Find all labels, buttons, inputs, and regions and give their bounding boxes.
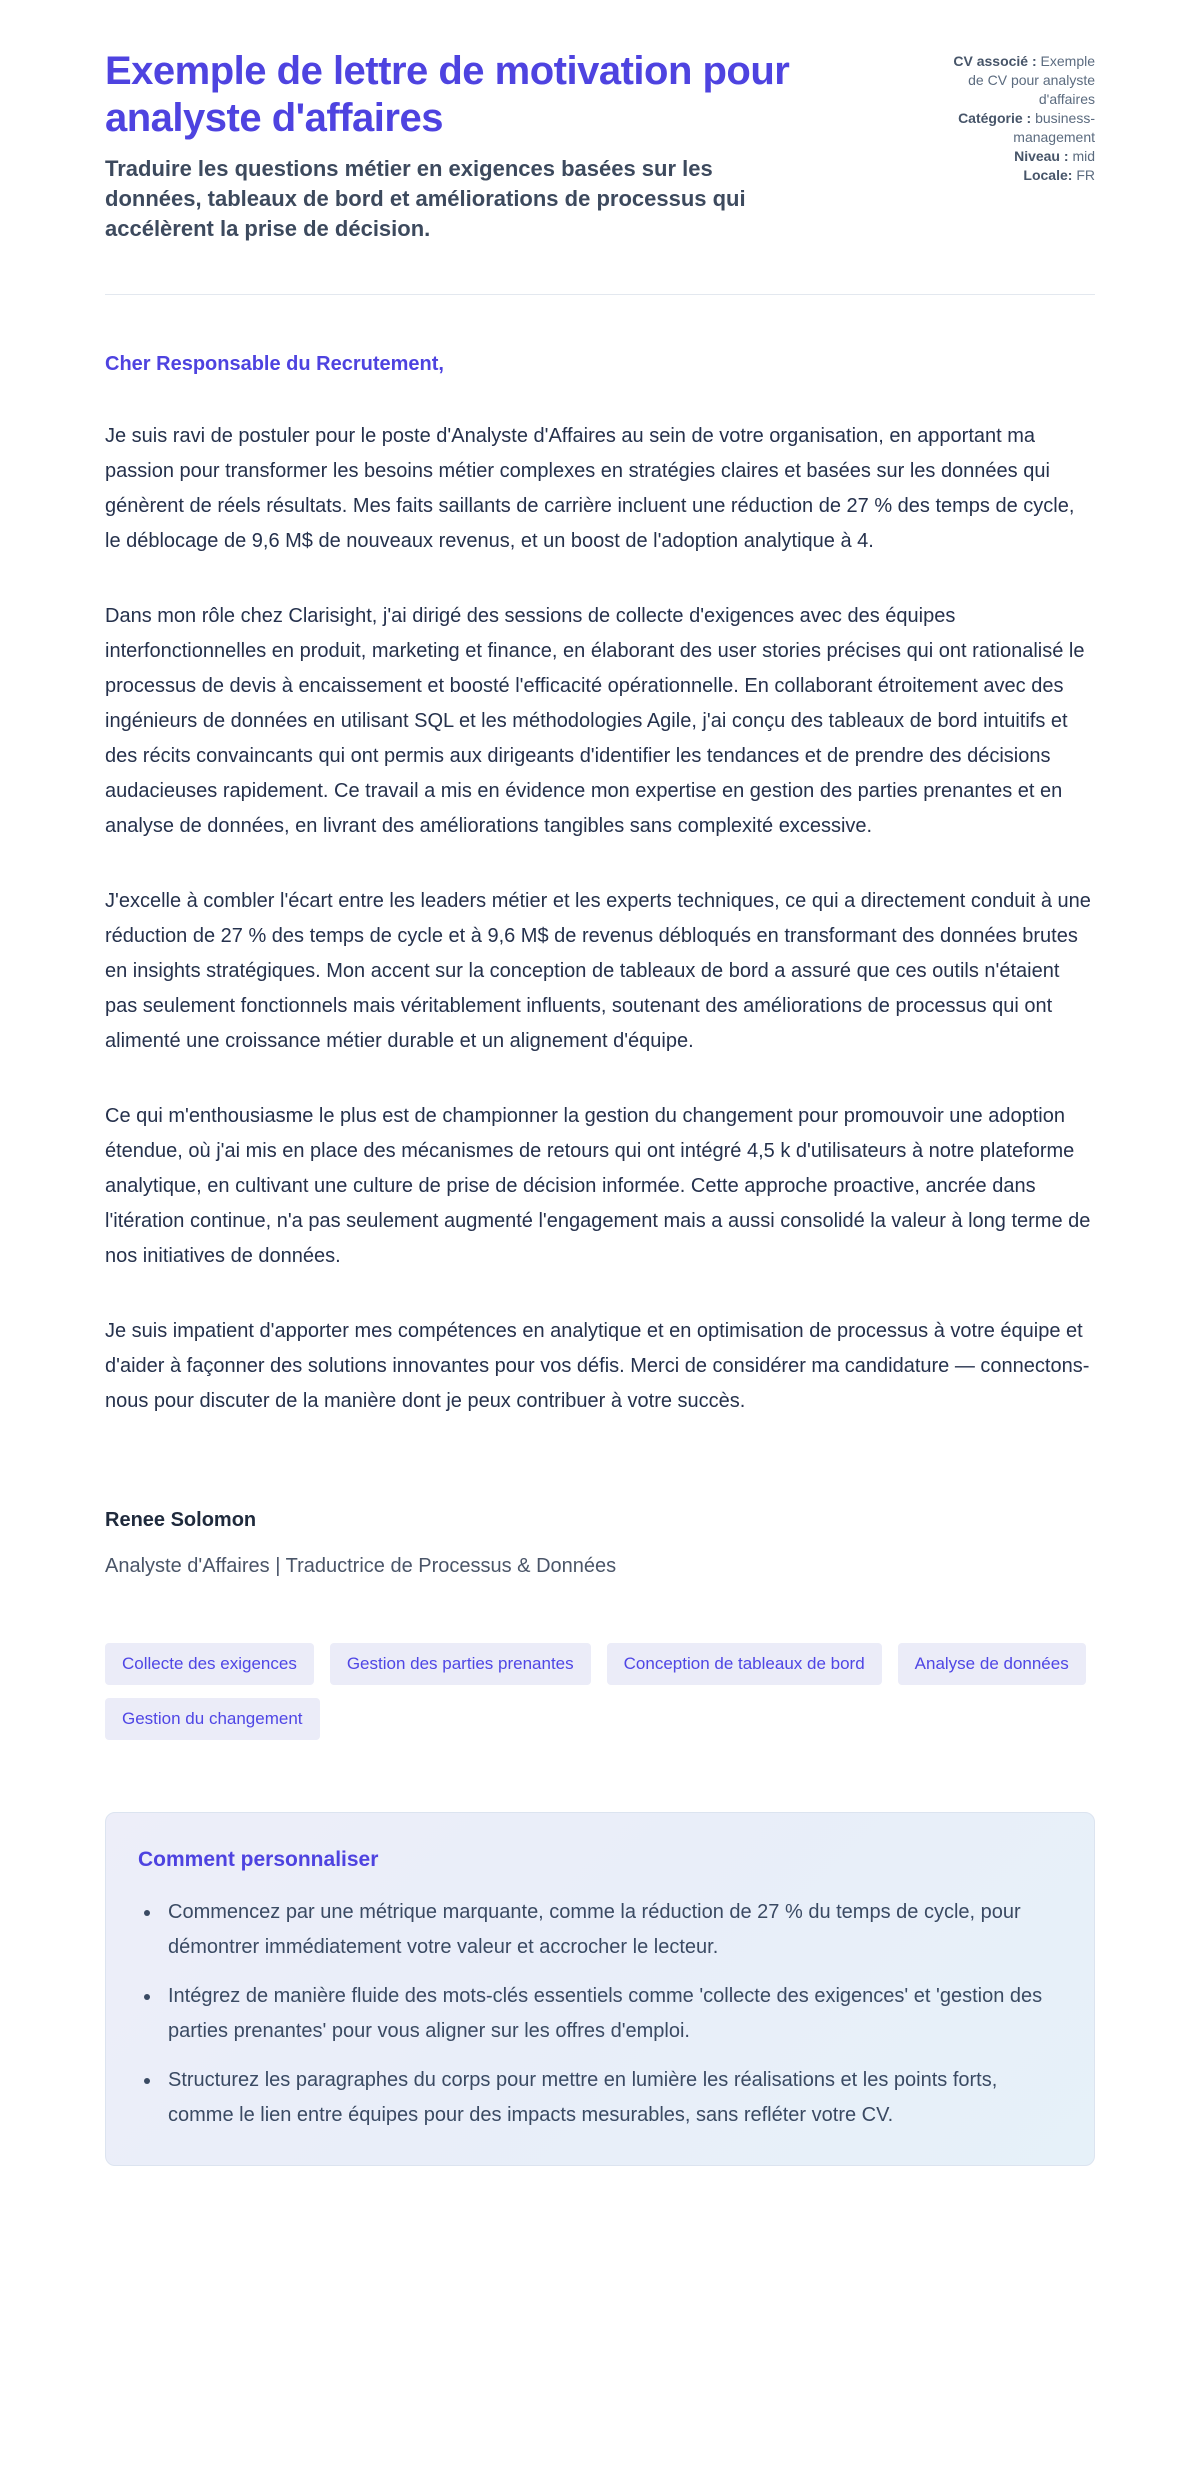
tip-item-1: • Commencez par une métrique marquante, comme la réduction de 27 % du temps de cycle, pour démontrer immédiatement votre valeur et accrocher le lecteur. [162,1895,1062,1965]
page-title: Exemple de lettre de motivation pour analyste d'affaires [105,49,790,140]
skill-tag-change-management: Gestion du changement [105,1698,320,1740]
header-title-block [105,48,800,244]
customization-tips-box [105,1812,1095,2166]
page-subtitle: Traduire les questions métier en exigences basées sur les données, tableaux de bord et améliorations de processus qui accélèrent la prise de décision. [105,156,746,241]
tip-item-2: • Intégrez de manière fluide des mots-clés essentiels comme 'collecte des exigences' et 'gestion des parties prenantes' pour vous aligner sur les offres d'emploi. [162,1979,1062,2049]
meta-label-locale: Locale: [1023,167,1073,183]
meta-panel [940,48,1095,185]
signature-role: Analyste d'Affaires | Traductrice de Processus & Données [105,1555,617,1577]
page-header [105,48,1095,244]
meta-label-category: Catégorie : [958,110,1032,126]
page-container [105,0,1095,2226]
tip-item-3: • Structurez les paragraphes du corps pour mettre en lumière les réalisations et les points forts, comme le lien entre équipes pour des impacts mesurables, sans refléter votre CV. [162,2063,1062,2133]
skill-tag-stakeholder-management: Gestion des parties prenantes [330,1643,591,1685]
skill-tags [105,1643,1095,1740]
meta-value-category: business-management [1013,110,1095,145]
letter-body [105,351,1095,1579]
letter-greeting: Cher Responsable du Recrutement, [105,353,444,375]
letter-paragraph-1: Je suis ravi de postuler pour le poste d'Analyste d'Affaires au sein de votre organisation, en apportant ma passion pour transformer les besoins métier complexes en stratégies claires et basées sur les données qui génèrent de réels résultats. Mes faits saillants de carrière incluent une réduction de 27 % des temps de cycle, le déblocage de 9,6 M$ de nouveaux revenus, et un boost de l'adoption analytique à 4. [105,425,1075,552]
skill-tag-data-analysis: Analyse de données [898,1643,1086,1685]
meta-category [940,109,1095,147]
letter-paragraph-5: Je suis impatient d'apporter mes compétences en analytique et en optimisation de processus à votre équipe et d'aider à façonner des solutions innovantes pour vos défis. Merci de considérer ma candidature — connectons-nous pour discuter de la manière dont je peux contribuer à votre succès. [105,1320,1090,1412]
meta-value-level: mid [1072,148,1095,164]
meta-locale [940,166,1095,185]
meta-associated-cv [940,52,1095,109]
signature-name: Renee Solomon [105,1509,257,1531]
meta-level [940,147,1095,166]
meta-value-cv: Exemple de CV pour analyste d'affaires [968,53,1095,107]
letter-paragraph-3: J'excelle à combler l'écart entre les leaders métier et les experts techniques, ce qui a directement conduit à une réduction de 27 % des temps de cycle et à 9,6 M$ de revenus débloqués en transformant des données brutes en insights stratégiques. Mon accent sur la conception de tableaux de bord a assuré que ces outils n'étaient pas seulement fonctionnels mais véritablement influents, soutenant des améliorations de processus qui ont alimenté une croissance métier durable et un alignement d'équipe. [105,890,1091,1052]
skill-tag-dashboard-design: Conception de tableaux de bord [607,1643,882,1685]
tips-title: Comment personnaliser [138,1848,379,1871]
meta-label-cv: CV associé : [953,53,1037,69]
letter-paragraph-4: Ce qui m'enthousiasme le plus est de championner la gestion du changement pour promouvoir une adoption étendue, où j'ai mis en place des mécanismes de retours qui ont intégré 4,5 k d'utilisateurs à notre plateforme analytique, en cultivant une culture de prise de décision informée. Cette approche proactive, ancrée dans l'itération continue, n'a pas seulement augmenté l'engagement mais a aussi consolidé la valeur à long terme de nos initiatives de données. [105,1105,1091,1267]
meta-value-locale: FR [1076,167,1095,183]
skill-tag-requirements-gathering: Collecte des exigences [105,1643,314,1685]
meta-label-level: Niveau : [1014,148,1069,164]
letter-paragraph-2: Dans mon rôle chez Clarisight, j'ai dirigé des sessions de collecte d'exigences avec des équipes interfonctionnelles en produit, marketing et finance, en élaborant des user stories précises qui ont rationalisé le processus de devis à encaissement et boosté l'efficacité opérationnelle. En collaborant étroitement avec des ingénieurs de données en utilisant SQL et les méthodologies Agile, j'ai conçu des tableaux de bord intuitifs et des récits convaincants qui ont permis aux dirigeants d'identifier les tendances et de prendre des décisions audacieuses rapidement. Ce travail a mis en évidence mon expertise en gestion des parties prenantes et en analyse de données, en livrant des améliorations tangibles sans complexité excessive. [105,605,1085,837]
header-divider [105,294,1095,295]
tips-list [138,1895,1062,2133]
